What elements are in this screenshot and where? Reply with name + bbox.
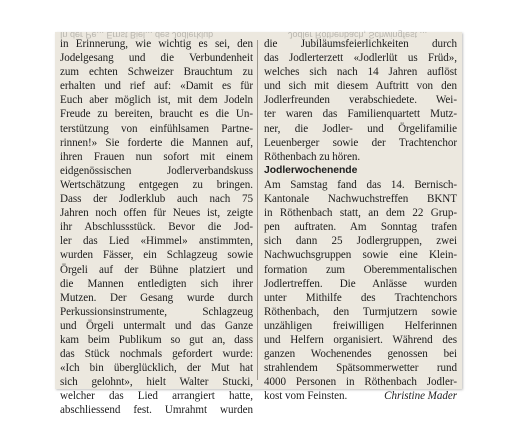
bleed-text-right: Jodler Röthenbach, Schwingfest ... (288, 30, 428, 40)
text-line: sich gelohnt», hielt Walter Stucki, (60, 376, 253, 389)
text-line: abschliessend fest. Umrahmt wurden (60, 404, 253, 417)
text-line: die Mannen entledigten sich ihrer (60, 277, 253, 290)
section-heading: Jodlerwochenende (264, 164, 358, 176)
text-line: «Ich bin überglücklich, der Mut hat (60, 362, 253, 375)
article-column-left (60, 37, 253, 418)
text-line: Jodlertreffen. Die Anlässe wurden (264, 277, 457, 290)
text-line: Euch aber möglich ist, mit dem Jodeln (60, 94, 253, 107)
author-name: Christine Mader (384, 390, 457, 403)
text-line: Nachwuchsgruppen sowie eine Klein- (264, 249, 457, 262)
text-line: Jodlerfreunden verabschiedete. Wei- (264, 94, 457, 107)
text-line: in Erinnerung, wie wichtig es sei, den (60, 38, 253, 50)
text-line: sich dann 25 Jodlergruppen, zwei (264, 235, 457, 248)
closing-line (264, 389, 457, 403)
text-line: pen auftraten. Am Sonntag trafen (264, 221, 457, 234)
text-line: Röthenbach zu hören. (264, 150, 361, 163)
text-line: strahlendem Spätsommerwetter rund (264, 362, 457, 375)
text-line: terstützung von einfühlsamen Partne- (60, 122, 253, 135)
text-line: ler das Lied «Himmel» anstimmten, (60, 235, 253, 248)
text-line: zum echten Schweizer Brauchtum zu (60, 66, 253, 79)
bleed-text-left: In der Pe... Ernst Biel... des Jodlerklub (60, 30, 214, 40)
text-line: wurden Fässer, ein Schlagzeug sowie (60, 249, 253, 262)
text-line: erhalten und rief auf: «Damit es für (60, 80, 253, 93)
article-column-right (264, 37, 457, 403)
column-divider (257, 40, 258, 380)
text-line: rinnen!» Sie forderte die Mannen auf, (60, 136, 253, 149)
text-line: und sich mit diesem Auftritt von den (264, 80, 457, 93)
text-line: welches sich nach 14 Jahren auflöst (264, 66, 457, 79)
text-line: das Jodlerterzett «Jodlerlüt us Früd», (264, 52, 457, 65)
text-line: das Stück nochmals gefordert wurde: (60, 348, 253, 361)
text-line: Kantonale Nachwuchstreffen BKNT (264, 193, 457, 206)
text-line: ner, die Jodler- und Örgelifamilie (264, 122, 457, 135)
text-line: Leuenberger sowie der Trachtenchor (264, 136, 457, 149)
text-line: Am Samstag fand das 14. Bernisch- (264, 178, 457, 191)
text-line: unzähligen freiwilligen Helferinnen (264, 319, 457, 332)
text-line: Perkussionsinstrumente, Schlagzeug (60, 305, 253, 318)
text-line: Mutzen. Der Gesang wurde durch (60, 291, 253, 304)
text-line: Jodelgesang und die Verbundenheit (60, 52, 253, 65)
text-line: ihren Frauen nun sofort mit einem (60, 150, 253, 163)
text-line: eidgenössischen Jodlerverbandskuss (60, 164, 253, 177)
text-line: unter Mithilfe des Trachtenchors (264, 291, 457, 304)
text-line: und Örgeli untermalt und das Ganze (60, 319, 253, 332)
text-line: Örgeli auf der Bühne platziert und (60, 263, 253, 276)
text-line: ihr Abschlussstück. Bevor die Jod- (60, 221, 253, 234)
text-line: Jahren noch offen für Neues ist, zeigte (60, 207, 253, 220)
text-line: Wertschätzung entgegen zu bringen. (60, 178, 253, 191)
text-line: welcher das Lied arrangiert hatte, (60, 390, 253, 403)
text-line: formation zum Oberemmentalischen (264, 263, 457, 276)
text-line: in Röthenbach statt, an dem 22 Grup- (264, 207, 457, 220)
text-line: die Jubiläumsfeierlichkeiten durch (264, 38, 457, 50)
text-line: 4000 Personen in Röthenbach Jodler- (264, 376, 457, 389)
text-line: und Helfern organisiert. Während des (264, 333, 457, 346)
closing-text: kost vom Feinsten. (264, 390, 348, 403)
text-line: Freude zu bereiten, braucht es die Un- (60, 108, 253, 121)
text-line: kam beim Publikum so gut an, dass (60, 333, 253, 346)
text-line: Röthenbach, den Turmjutzern sowie (264, 305, 457, 318)
text-line: Dass der Jodlerklub auch nach 75 (60, 193, 253, 206)
text-line: ter waren das Familienquartett Mutz- (264, 108, 457, 121)
text-line: ganzen Wochenendes genossen bei (264, 348, 457, 361)
